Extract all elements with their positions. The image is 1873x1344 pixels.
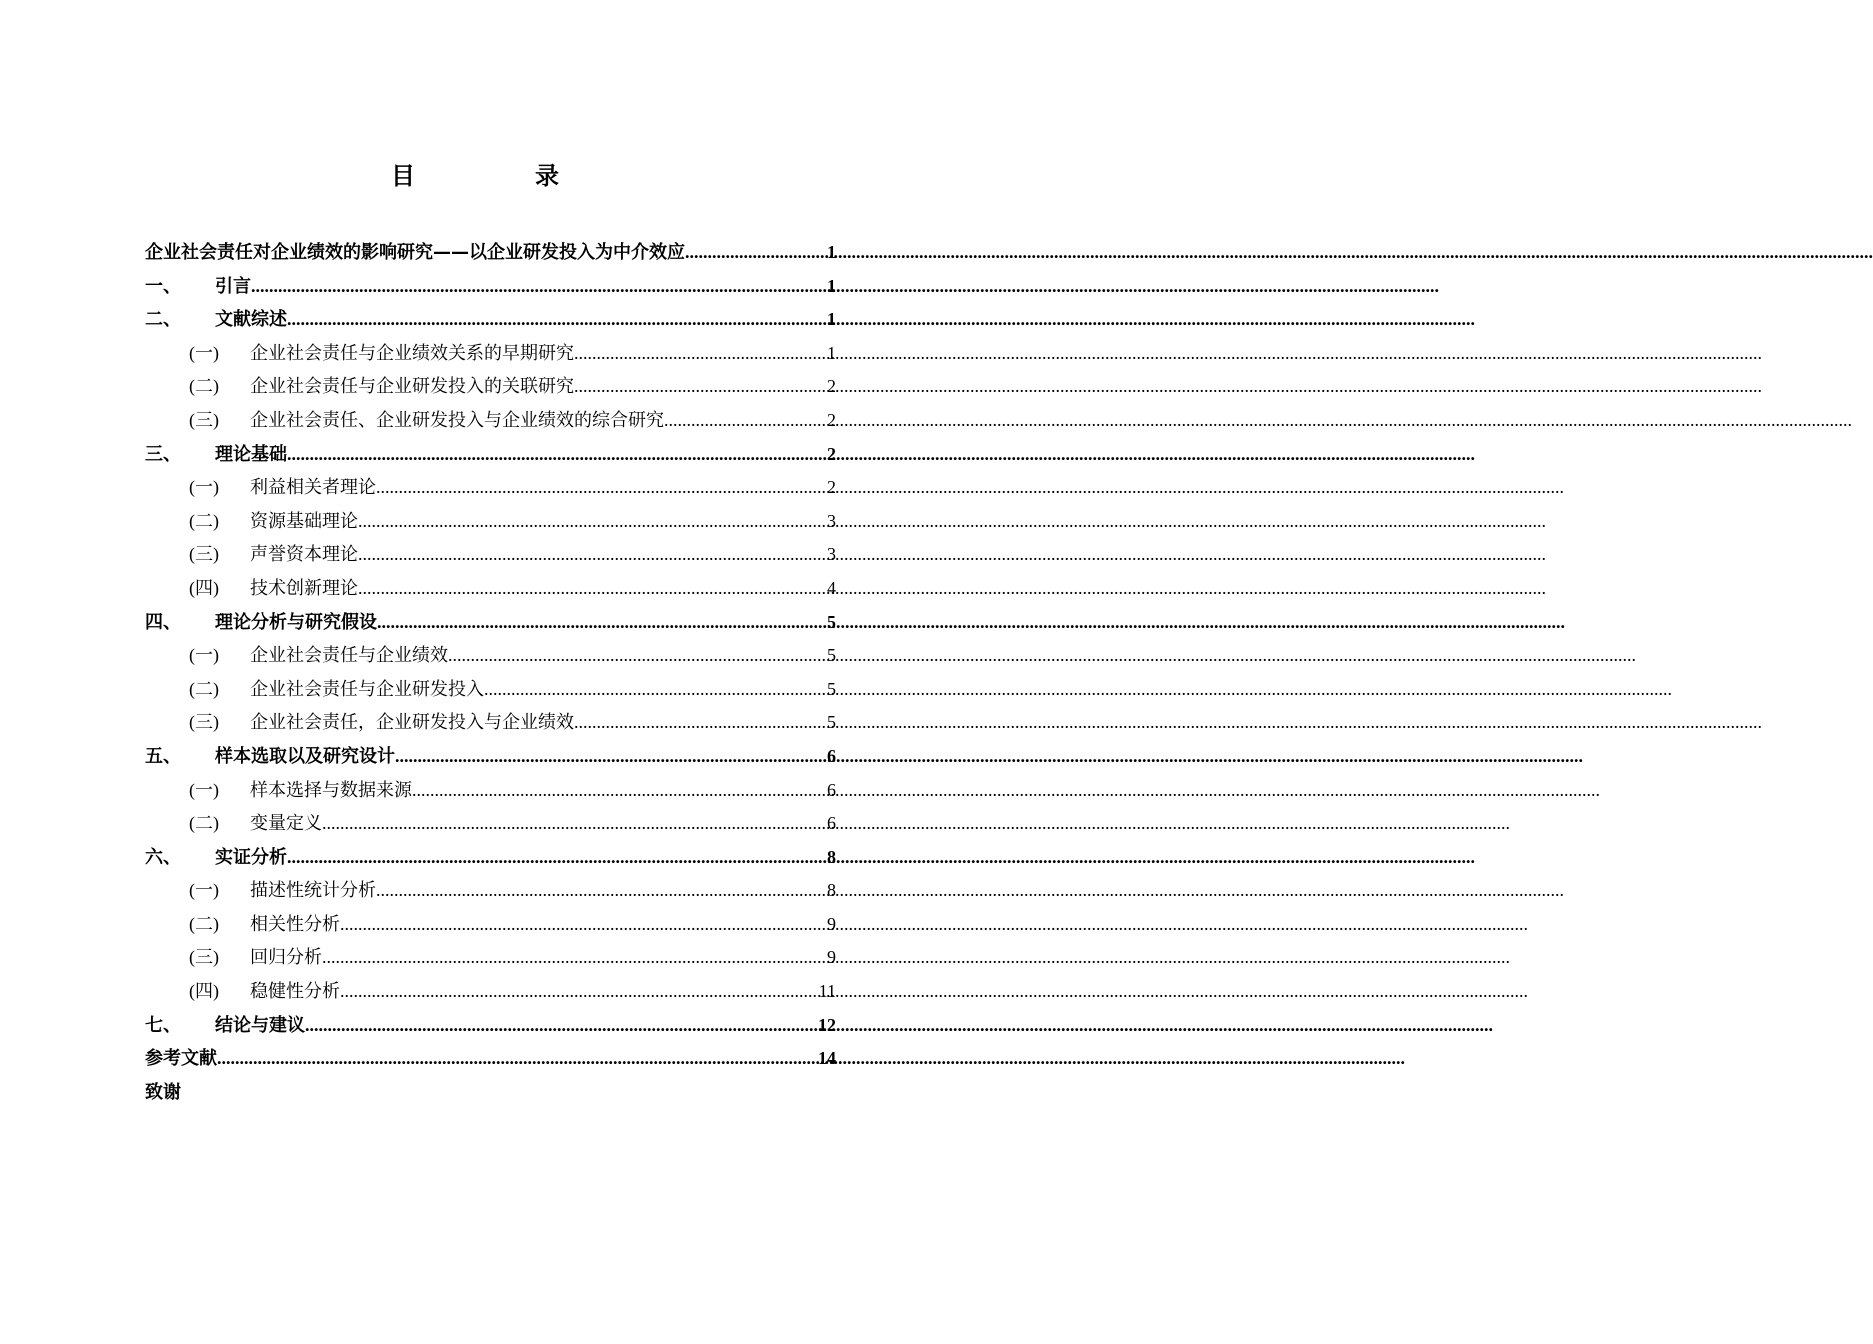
toc-entry-title: 文献综述 [215, 309, 287, 331]
toc-entry[interactable] [145, 471, 836, 505]
table-of-contents [145, 236, 836, 1109]
toc-entry[interactable] [145, 774, 836, 808]
toc-entry[interactable] [145, 438, 836, 472]
toc-dot-leader [412, 774, 827, 808]
toc-entry-title: 资源基础理论 [250, 510, 358, 532]
toc-entry-page-number: 6 [827, 779, 836, 800]
toc-dot-leader [484, 673, 827, 707]
toc-entry-title: 参考文献 [145, 1048, 217, 1070]
toc-entry-title: 回归分析 [250, 947, 322, 969]
toc-entry-page-number: 11 [818, 981, 836, 1002]
toc-entry-page-number: 6 [827, 813, 836, 834]
toc-entry-number: 六、 [145, 846, 181, 868]
toc-dot-leader [685, 236, 827, 270]
toc-entry-title: 实证分析 [215, 846, 287, 868]
toc-entry[interactable] [145, 538, 836, 572]
toc-entry-number: 五、 [145, 745, 181, 767]
toc-dot-leader [574, 706, 827, 740]
toc-entry[interactable] [145, 874, 836, 908]
toc-entry-page-number: 4 [827, 577, 836, 598]
toc-entry-page-number: 14 [818, 1048, 836, 1069]
toc-entry[interactable] [145, 1009, 836, 1043]
toc-entry-title: 样本选择与数据来源 [250, 779, 412, 801]
toc-dot-leader [574, 337, 827, 371]
toc-entry-number: (一) [189, 880, 219, 901]
toc-entry-page-number: 2 [827, 376, 836, 397]
toc-entry-page-number: 2 [827, 409, 836, 430]
toc-entry[interactable] [145, 1042, 836, 1076]
toc-entry-page-number: 5 [827, 712, 836, 733]
toc-entry-page-number: 5 [827, 678, 836, 699]
toc-entry[interactable] [145, 740, 836, 774]
toc-entry-page-number: 1 [827, 242, 836, 262]
toc-entry-title: 企业社会责任与企业绩效 [250, 645, 448, 667]
toc-entry-page-number: 9 [827, 913, 836, 934]
toc-entry[interactable] [145, 303, 836, 337]
toc-entry-number: (一) [189, 342, 219, 363]
toc-entry-title: 稳健性分析 [250, 981, 340, 1003]
toc-entry-page-number: 1 [827, 275, 836, 296]
toc-entry-title: 企业社会责任与企业绩效关系的早期研究 [250, 342, 574, 364]
toc-entry-number: (三) [189, 544, 219, 565]
toc-entry-number: 二、 [145, 309, 181, 331]
page-title: 目 录 [391, 161, 607, 190]
toc-entry-number: (二) [189, 510, 219, 531]
toc-dot-leader [376, 874, 827, 908]
toc-entry-page-number: 2 [827, 477, 836, 498]
toc-entry-title: 企业社会责任、企业研发投入与企业绩效的综合研究 [250, 409, 664, 431]
toc-entry-number: (二) [189, 813, 219, 834]
toc-dot-leader [574, 370, 827, 404]
toc-entry-number: 七、 [145, 1014, 181, 1036]
toc-dot-leader [217, 1042, 818, 1076]
toc-entry-title: 企业社会责任，企业研发投入与企业绩效 [250, 712, 574, 734]
toc-entry[interactable] [145, 908, 836, 942]
toc-entry-page-number: 12 [818, 1014, 836, 1035]
toc-dot-leader [340, 908, 827, 942]
toc-entry[interactable] [145, 370, 836, 404]
toc-dot-leader [358, 572, 827, 606]
toc-entry-number: (一) [189, 477, 219, 498]
toc-entry-title: 描述性统计分析 [250, 880, 376, 902]
toc-entry-number: (一) [189, 779, 219, 800]
toc-entry-title: 变量定义 [250, 813, 322, 835]
toc-entry-title: 企业社会责任与企业研发投入 [250, 678, 484, 700]
toc-dot-leader [287, 303, 827, 337]
toc-entry-number: (三) [189, 409, 219, 430]
toc-entry-number: 三、 [145, 443, 181, 465]
toc-dot-leader [448, 639, 827, 673]
toc-entry-page-number: 6 [827, 745, 836, 766]
toc-entry-title: 结论与建议 [215, 1014, 305, 1036]
toc-entry-page-number: 5 [827, 645, 836, 666]
toc-entry[interactable] [145, 941, 836, 975]
toc-entry-title: 引言 [215, 275, 251, 297]
toc-entry-page-number: 1 [827, 342, 836, 363]
toc-entry[interactable] [145, 706, 836, 740]
toc-entry-number: (四) [189, 577, 219, 598]
toc-dot-leader [287, 841, 827, 875]
toc-entry-title: 企业社会责任对企业绩效的影响研究——以企业研发投入为中介效应 [145, 242, 685, 263]
toc-dot-leader [251, 270, 827, 304]
toc-entry[interactable] [145, 606, 836, 640]
toc-entry[interactable] [145, 337, 836, 371]
toc-entry[interactable] [145, 975, 836, 1009]
toc-entry[interactable] [145, 639, 836, 673]
toc-entry-number: (三) [189, 712, 219, 733]
toc-entry-page-number: 9 [827, 947, 836, 968]
toc-entry-number: 一、 [145, 275, 181, 297]
toc-entry-title: 致谢 [145, 1081, 181, 1103]
toc-entry-number: (二) [189, 376, 219, 397]
toc-entry[interactable] [145, 236, 836, 270]
toc-dot-leader [322, 941, 827, 975]
toc-dot-leader [358, 505, 827, 539]
toc-entry-number: (三) [189, 947, 219, 968]
toc-entry-page-number: 5 [827, 611, 836, 632]
toc-dot-leader [287, 438, 827, 472]
toc-dot-leader [395, 740, 827, 774]
toc-entry-title: 理论基础 [215, 443, 287, 465]
toc-entry-number: (二) [189, 678, 219, 699]
toc-entry-title: 样本选取以及研究设计 [215, 745, 395, 767]
toc-entry[interactable] [145, 841, 836, 875]
toc-entry-title: 声誉资本理论 [250, 544, 358, 566]
toc-dot-leader [664, 404, 827, 438]
toc-dot-leader [376, 471, 827, 505]
toc-entry-page-number: 3 [827, 544, 836, 565]
toc-entry-title: 技术创新理论 [250, 577, 358, 599]
toc-entry[interactable] [145, 505, 836, 539]
toc-entry[interactable] [145, 404, 836, 438]
toc-entry-page-number: 2 [827, 443, 836, 464]
toc-entry[interactable] [145, 1076, 836, 1110]
toc-entry-number: (二) [189, 913, 219, 934]
toc-dot-leader [377, 606, 827, 640]
toc-dot-leader [322, 807, 827, 841]
toc-dot-leader [340, 975, 819, 1009]
toc-entry-page-number: 8 [827, 880, 836, 901]
toc-dot-leader [358, 538, 827, 572]
toc-entry-page-number: 1 [827, 309, 836, 330]
toc-entry-number: 四、 [145, 611, 181, 633]
toc-dot-leader [305, 1009, 818, 1043]
toc-entry-title: 理论分析与研究假设 [215, 611, 377, 633]
toc-entry-page-number: 3 [827, 510, 836, 531]
toc-entry[interactable] [145, 807, 836, 841]
toc-entry-title: 利益相关者理论 [250, 477, 376, 499]
toc-entry-number: (四) [189, 981, 219, 1002]
toc-entry-page-number: 8 [827, 846, 836, 867]
toc-entry[interactable] [145, 270, 836, 304]
toc-entry-title: 相关性分析 [250, 913, 340, 935]
toc-entry[interactable] [145, 673, 836, 707]
toc-entry-number: (一) [189, 645, 219, 666]
toc-entry[interactable] [145, 572, 836, 606]
toc-entry-title: 企业社会责任与企业研发投入的关联研究 [250, 376, 574, 398]
